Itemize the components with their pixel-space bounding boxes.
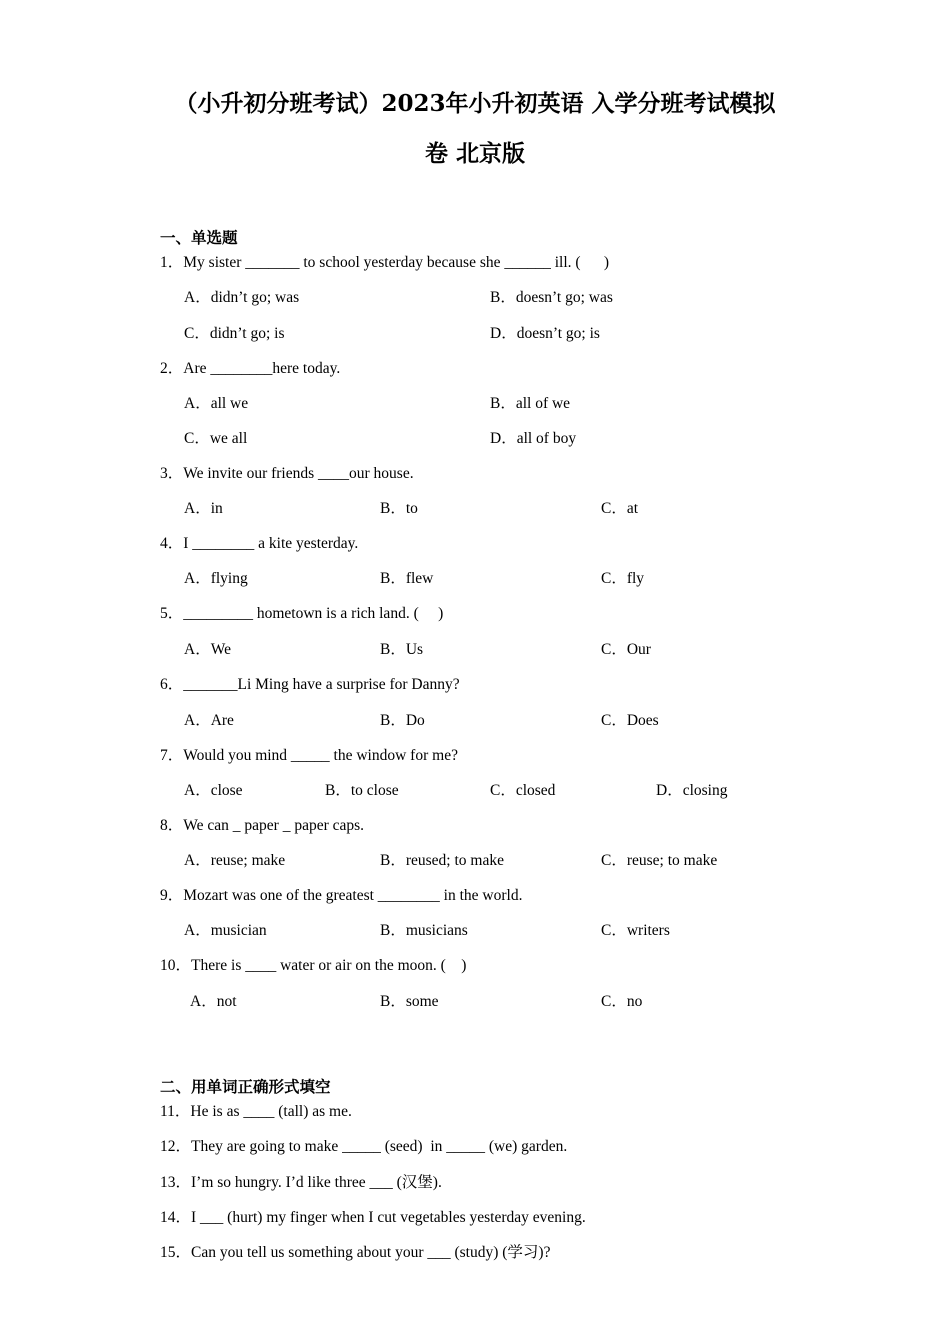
question-8: 8．We can _ paper _ paper caps.: [160, 817, 365, 834]
question-6: 6．_______Li Ming have a surprise for Danny?: [160, 676, 460, 693]
question-1-option-c: C．didn’t go; is: [184, 325, 285, 342]
question-6-option-b: B．Do: [380, 712, 425, 729]
question-3-option-a: A．in: [184, 500, 223, 517]
question-3-option-c: C．at: [601, 500, 639, 517]
question-10-option-a: A．not: [190, 993, 237, 1010]
question-12: 12．They are going to make _____ (seed) in _____ (we) garden.: [160, 1138, 568, 1155]
question-2: 2．Are ________here today.: [160, 360, 341, 377]
question-5: 5．_________ hometown is a rich land. ( ): [160, 605, 444, 622]
question-7-option-b: B．to close: [325, 782, 399, 799]
question-1-option-b: B．doesn’t go; was: [490, 289, 613, 306]
question-9-option-c: C．writers: [601, 922, 670, 939]
question-11: 11．He is as ____ (tall) as me.: [160, 1103, 352, 1120]
question-10: 10．There is ____ water or air on the moon. ( ): [160, 957, 467, 974]
question-7: 7．Would you mind _____ the window for me?: [160, 747, 458, 764]
question-7-option-a: A．close: [184, 782, 243, 799]
question-6-option-a: A．Are: [184, 712, 234, 729]
section-heading-word-forms: 二、用单词正确形式填空: [160, 1078, 331, 1096]
question-9-option-b: B．musicians: [380, 922, 468, 939]
answer-blank[interactable]: ___: [200, 1209, 224, 1226]
question-5-option-a: A．We: [184, 641, 231, 658]
question-4-option-b: B．flew: [380, 570, 434, 587]
question-6-option-c: C．Does: [601, 712, 659, 729]
question-10-option-c: C．no: [601, 993, 643, 1010]
question-15: 15．Can you tell us something about your ___ (study) (学习)?: [160, 1244, 551, 1261]
question-7-option-c: C．closed: [490, 782, 556, 799]
question-5-option-c: C．Our: [601, 641, 651, 658]
question-1-option-d: D．doesn’t go; is: [490, 325, 600, 342]
question-2-option-b: B．all of we: [490, 395, 571, 412]
page-title-line-1: （小升初分班考试）2023年小升初英语 入学分班考试模拟: [174, 90, 776, 117]
section-heading-single-choice: 一、单选题: [160, 229, 238, 247]
answer-blank[interactable]: ___: [369, 1174, 393, 1191]
question-2-option-c: C．we all: [184, 430, 248, 447]
question-2-option-a: A．all we: [184, 395, 249, 412]
question-3: 3．We invite our friends ____our house.: [160, 465, 414, 482]
question-2-option-d: D．all of boy: [490, 430, 577, 447]
question-7-option-d: D．closing: [656, 782, 728, 799]
question-3-option-b: B．to: [380, 500, 418, 517]
question-8-option-c: C．reuse; to make: [601, 852, 718, 869]
question-8-option-a: A．reuse; make: [184, 852, 286, 869]
question-4: 4．I ________ a kite yesterday.: [160, 535, 359, 552]
answer-blank[interactable]: _____: [446, 1138, 485, 1155]
answer-blank[interactable]: ____: [243, 1103, 275, 1120]
question-10-option-b: B．some: [380, 993, 439, 1010]
question-4-option-c: C．fly: [601, 570, 645, 587]
question-1: 1．My sister _______ to school yesterday because she ______ ill. ( ): [160, 254, 609, 271]
question-9-option-a: A．musician: [184, 922, 267, 939]
question-8-option-b: B．reused; to make: [380, 852, 504, 869]
question-14: 14．I ___ (hurt) my finger when I cut vegetables yesterday evening.: [160, 1209, 586, 1226]
question-9: 9．Mozart was one of the greatest ________ in the world.: [160, 887, 523, 904]
question-4-option-a: A．flying: [184, 570, 248, 587]
page-title-line-2: 卷 北京版: [424, 140, 525, 167]
question-13: 13．I’m so hungry. I’d like three ___ (汉堡).: [160, 1174, 442, 1191]
answer-blank[interactable]: ___: [427, 1244, 451, 1261]
question-5-option-b: B．Us: [380, 641, 424, 658]
question-1-option-a: A．didn’t go; was: [184, 289, 300, 306]
answer-blank[interactable]: _____: [342, 1138, 381, 1155]
